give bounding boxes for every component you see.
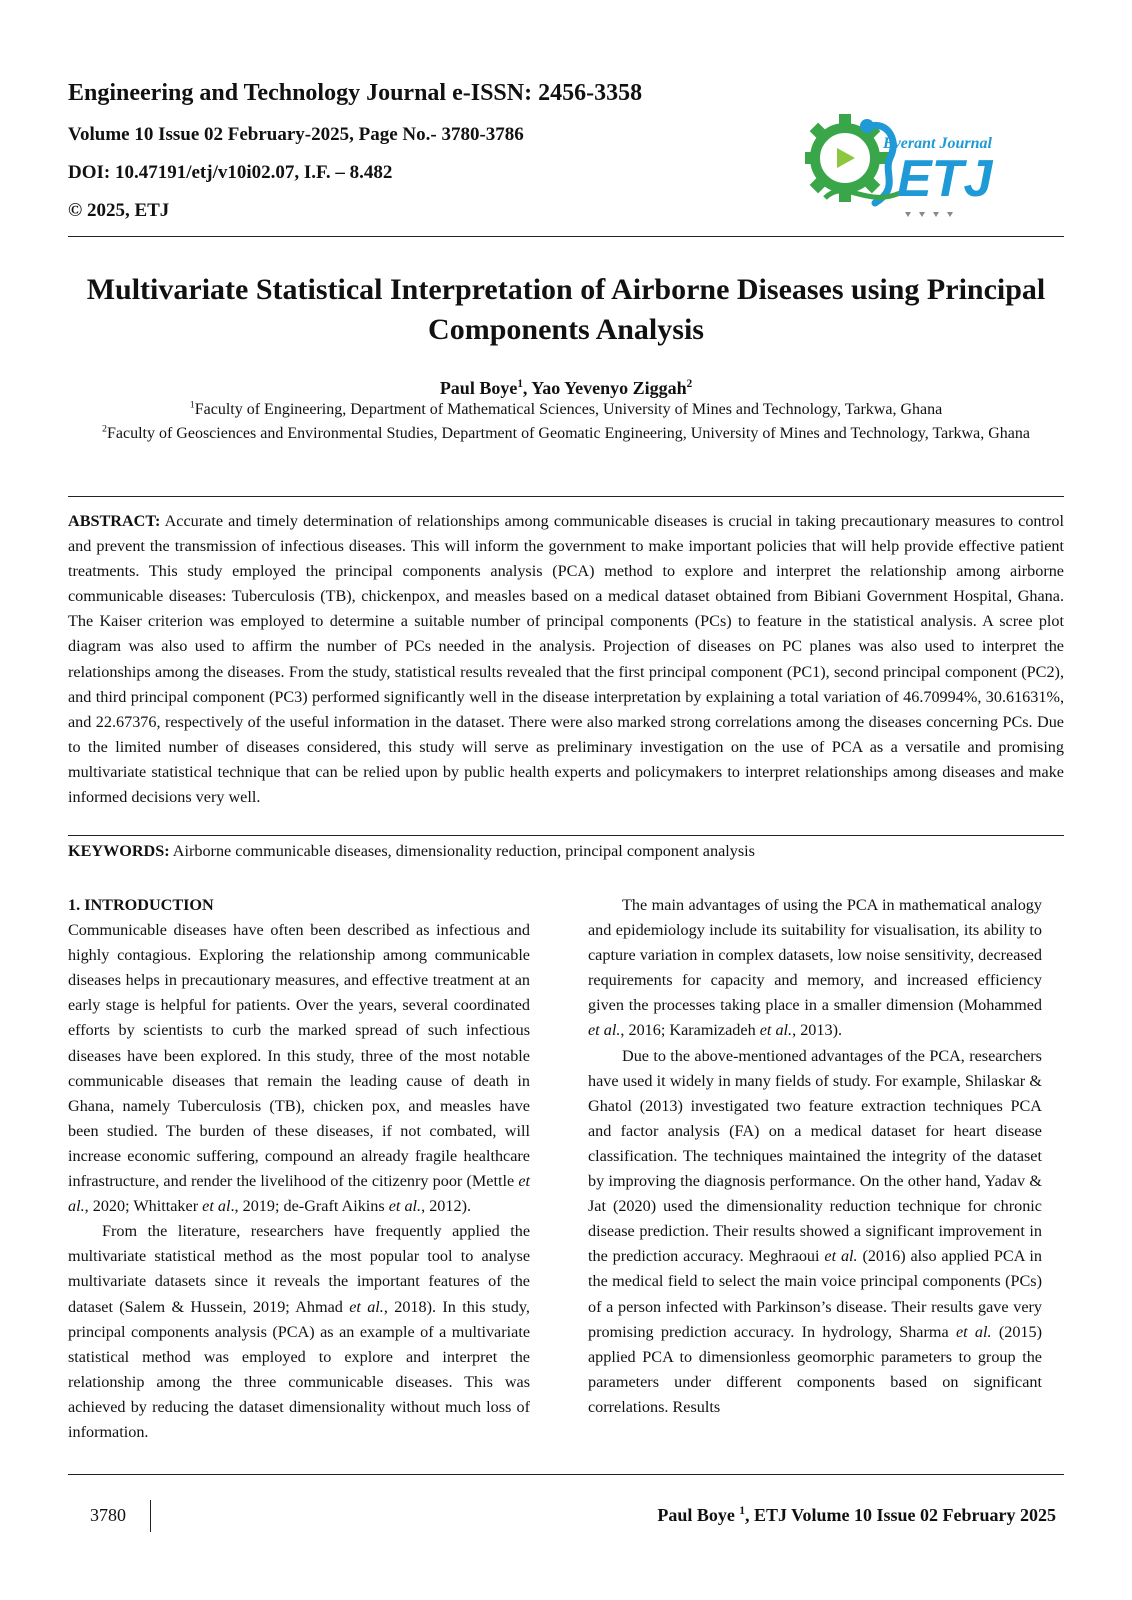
abstract-top-rule xyxy=(68,496,1064,497)
abstract-label: ABSTRACT: xyxy=(68,512,161,530)
abstract xyxy=(68,509,1064,810)
author-2-sup: 2 xyxy=(686,378,693,390)
right-paragraph-1 xyxy=(588,893,1042,1044)
etj-logo xyxy=(805,108,1015,226)
footer-journal-info: , ETJ Volume 10 Issue 02 February 2025 xyxy=(744,1505,1056,1525)
author-2: Yao Yevenyo Ziggah xyxy=(531,378,687,398)
affiliation-2 xyxy=(60,422,1072,445)
affiliation-1 xyxy=(60,398,1072,421)
right-p2-etal-1: et al. xyxy=(824,1247,858,1266)
left-column xyxy=(68,893,530,1445)
keywords-text: Airborne communicable diseases, dimensionality reduction, principal component analysis xyxy=(169,842,755,860)
author-line xyxy=(60,378,1072,399)
footer-rule xyxy=(68,1474,1064,1475)
abstract-text: Accurate and timely determination of relationships among communicable diseases is crucial in taking precautionary measures to control and prevent the transmission of infectious diseases. This will inform the government to make important policies that will help provide effective patient treatments. This study employed the principal components analysis (PCA) method to explore and interpret the relationship among airborne communicable diseases: Tuberculosis (TB), chickenpox, and measles based on a medical dataset obtained from Bibiani Government Hospital, Ghana. The Kaiser criterion was employed to determine a suitable number of principal components (PCs) to feature in the statistical analysis. A scree plot diagram was also used to affirm the number of PCs needed in the analysis. Projection of diseases on PC planes was also used to interpret the relationships among the diseases. From the study, statistical results revealed that the first principal component (PC1), second principal component (PC2), and third principal component (PC3) performed significantly well in the disease interpretation by explaining a total variation of 46.70994%, 30.61631%, and 22.67376, respectively of the useful information in the dataset. There were also marked strong correlations among the diseases concerning PCs. Due to the limited number of diseases considered, this study will serve as preliminary investigation on the use of PCA as a versatile and promising multivariate statistical technique that can be relied upon by public health experts and policymakers to interpret relationships among diseases and make informed decisions very well. xyxy=(68,512,1064,807)
right-paragraph-2 xyxy=(588,1044,1042,1420)
affiliation-2-sup: 2 xyxy=(102,423,107,435)
right-p1-text: The main advantages of using the PCA in mathematical analogy and epidemiology include its suitability for visualisation, its ability to capture variation in complex datasets, low noise sensitivity, decreased requirements for capacity and memory, and increased efficiency given the processes taking place in a smaller dimension (Mohammed xyxy=(588,896,1042,1015)
etj-logo-graphic xyxy=(805,108,1015,226)
page-number: 3780 xyxy=(90,1505,126,1525)
paper-title: Multivariate Statistical Interpretation of Airborne Diseases using Principal Components Analysis xyxy=(86,273,1046,346)
affiliation-1-sup: 1 xyxy=(189,399,195,411)
journal-name: Engineering and Technology Journal e-ISSN: 2456-3358 xyxy=(68,80,643,106)
footer-author: Paul Boye xyxy=(657,1505,740,1525)
affiliation-2-text: Faculty of Geosciences and Environmental Studies, Department of Geomatic Engineering, University of Mines and Technology, Tarkwa, Ghana xyxy=(106,425,1030,442)
keywords-label: KEYWORDS: xyxy=(68,842,170,860)
right-p2-text: Due to the above-mentioned advantages of the PCA, researchers have used it widely in many fields of study. For example, Shilaskar & Ghatol (2013) investigated two feature extraction techniques PCA and factor analysis (FA) on a medical dataset for heart disease classification. The techniques maintained the integrity of the dataset by improving the diagnosis performance. On the other hand, Yadav & Jat (2020) used the dimensionality reduction technique for chronic disease prediction. Their results showed a significant improvement in the prediction accuracy. Meghraoui xyxy=(588,1046,1042,1266)
running-footer xyxy=(657,1505,1056,1526)
intro-p1-text-d: , 2012). xyxy=(421,1197,472,1216)
logo-main-text: ETJ xyxy=(897,150,993,208)
logo-top-text: Everant Journal xyxy=(883,135,992,152)
right-p2-etal-2: et al. xyxy=(955,1322,992,1341)
right-column xyxy=(588,893,1042,1420)
right-p2-text-c: (2015) applied PCA to dimensionless geomorphic parameters to group the parameters under different components based on significant correlations. Results xyxy=(588,1322,1043,1416)
abstract-bottom-rule xyxy=(68,835,1064,836)
intro-p2-text-b: , 2018). In this study, principal components analysis (PCA) as an example of a multivariate statistical method was employed to explore and interpret the relationship among the three communicable diseases. This was achieved by reducing the dataset dimensionality without much loss of information. xyxy=(68,1297,530,1441)
header-rule xyxy=(68,236,1064,237)
intro-p1-etal-1: et al. xyxy=(68,1172,530,1216)
intro-p2-text: From the literature, researchers have frequently applied the multivariate statistical method as the most popular tool to analyse multivariate datasets since it reveals the important features of the dataset (Salem & Hussein, 2019; Ahmad xyxy=(68,1222,530,1316)
author-1-sup: 1 xyxy=(517,378,523,390)
copyright: © 2025, ETJ xyxy=(68,200,170,221)
volume-info: Volume 10 Issue 02 February-2025, Page No.- 3780-3786 xyxy=(68,124,524,145)
intro-p1-text-b: , 2020; Whittaker xyxy=(84,1197,203,1216)
doi-info: DOI: 10.47191/etj/v10i02.07, I.F. – 8.482 xyxy=(68,162,393,183)
right-p1-text-c: , 2013). xyxy=(792,1021,842,1040)
intro-paragraph-2 xyxy=(68,1219,530,1445)
keywords xyxy=(68,842,1064,861)
footer-divider xyxy=(150,1500,151,1532)
footer-author-sup: 1 xyxy=(739,1505,745,1517)
author-1: Paul Boye xyxy=(439,378,518,398)
intro-p2-etal-1: et al. xyxy=(349,1297,384,1316)
right-p2-text-b: (2016) also applied PCA in the medical field to select the main voice principal components (PCs) of a person infected with Parkinson’s disease. Their results gave very promising prediction accuracy. In hydrology, Sharma xyxy=(588,1247,1042,1341)
right-p1-etal-1: et al. xyxy=(588,1021,621,1040)
intro-paragraph-1 xyxy=(68,918,530,1219)
right-p1-etal-2: et al. xyxy=(759,1021,793,1040)
author-sep: , xyxy=(522,378,532,398)
intro-p1-etal-3: et al. xyxy=(388,1197,422,1216)
intro-p1-etal-2: et al xyxy=(202,1197,231,1216)
intro-p1-text: Communicable diseases have often been described as infectious and highly contagious. Exploring the relationship among communicable diseases helps in precautionary measures, and effective treatment at an early stage is helpful for patients. Over the years, several coordinated efforts by scientists to curb the marked spread of such infectious diseases have been explored. In this study, three of the most notable communicable diseases that remain the leading cause of death in Ghana, namely Tuberculosis (TB), chicken pox, and measles have been studied. The burden of these diseases, if not combated, will increase economic suffering, compound an already fragile healthcare infrastructure, and render the livelihood of the citizenry poor (Mettle xyxy=(68,921,530,1191)
right-p1-text-b: , 2016; Karamizadeh xyxy=(620,1021,760,1040)
section-heading-introduction: 1. INTRODUCTION xyxy=(68,896,214,914)
affiliation-1-text: Faculty of Engineering, Department of Mathematical Sciences, University of Mines and Technology, Tarkwa, Ghana xyxy=(194,401,943,418)
intro-p1-text-c: ., 2019; de-Graft Aikins xyxy=(230,1197,389,1216)
